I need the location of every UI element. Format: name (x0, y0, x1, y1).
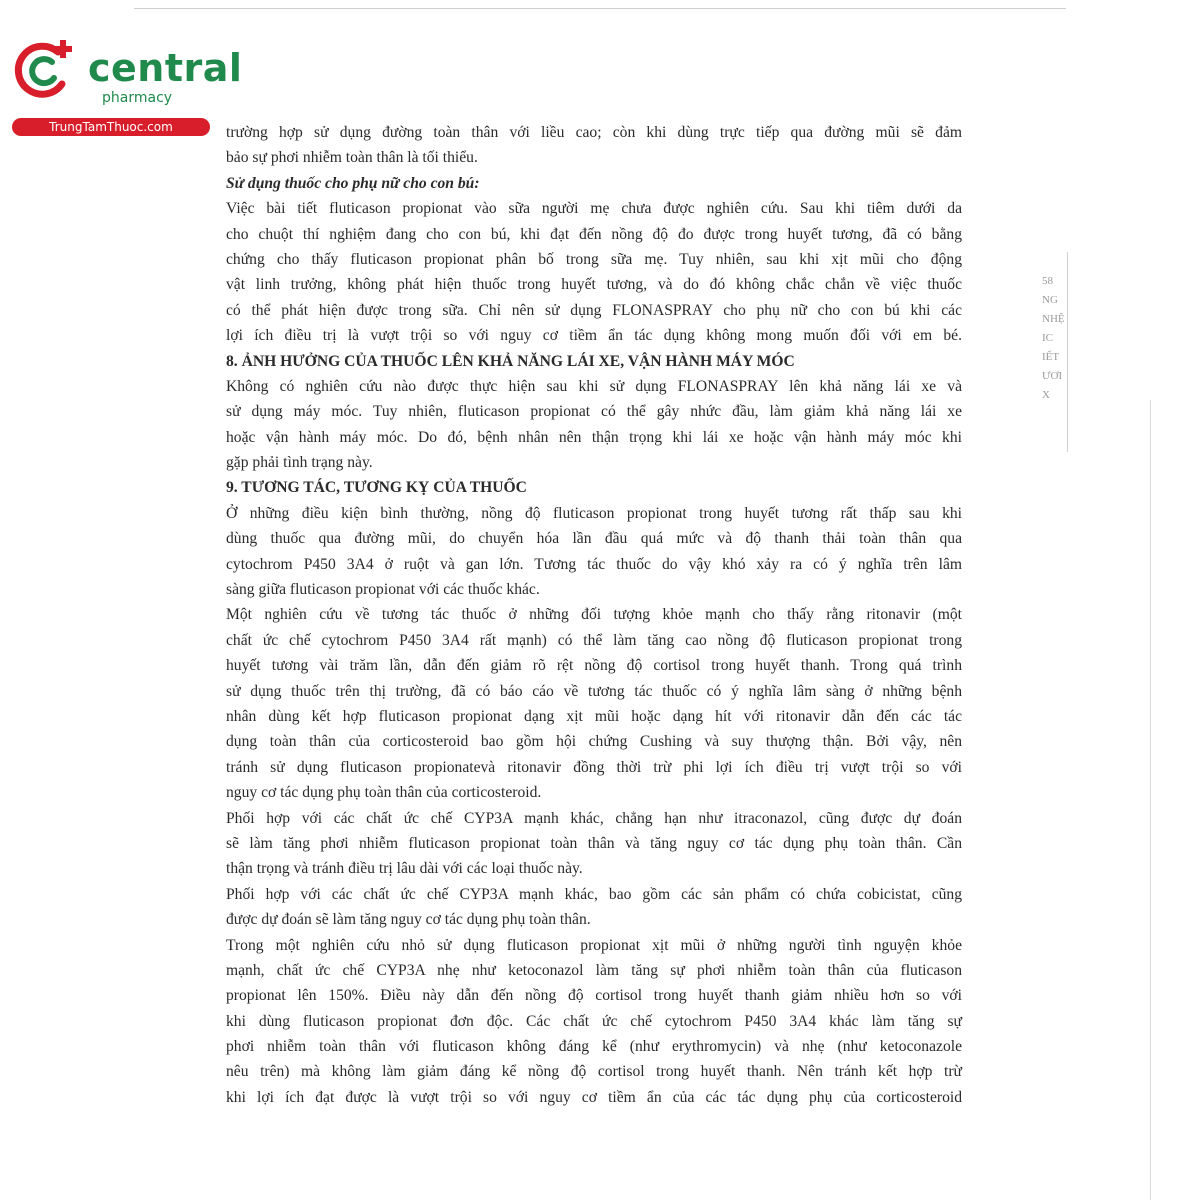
edge-fragment-text: IC (1042, 332, 1053, 344)
text-line: lợi ích điều trị là vượt trội so với nguy cơ tiềm ẩn tác dụng không mong muốn đối với em bé. (226, 327, 962, 345)
text-line: mạnh, chất ức chế CYP3A nhẹ như ketoconazol làm tăng sự phơi nhiễm toàn thân của fluticason (226, 961, 962, 979)
text-line: phơi nhiễm toàn thân với fluticason không đáng kể (như erythromycin) và nhẹ (như ketoconazole (226, 1038, 962, 1056)
top-scan-edge (134, 8, 1066, 9)
text-line: có thể phát hiện được trong sữa. Chỉ nên sử dụng FLONASPRAY cho phụ nữ cho con bú khi các (226, 301, 962, 319)
adjacent-page-fragment (1042, 272, 1068, 405)
logo-brand-text: central (88, 46, 243, 90)
edge-fragment-text: X (1042, 389, 1050, 401)
text-line: huyết tương vài trăm lần, dẫn đến giảm rõ rệt nồng độ cortisol trong huyết thanh. Trong quá trình (226, 657, 962, 675)
text-line: Trong một nghiên cứu nhỏ sử dụng fluticason propionat xịt mũi ở những người tình nguyện khỏe (226, 936, 962, 954)
text-line: propionat lên 150%. Điều này dẫn đến nồng độ cortisol trong huyết thanh giảm nhiều hơn so với (226, 987, 962, 1005)
central-pharmacy-logo (12, 38, 243, 138)
pharmacy-logo-icon (12, 38, 76, 102)
text-line: thận trọng và tránh điều trị lâu dài với các loại thuốc này. (226, 860, 583, 878)
text-line: sẽ làm tăng phơi nhiễm fluticason propionat toàn thân và tăng nguy cơ tác dụng phụ toàn thân. Cần (226, 834, 962, 852)
text-line: gặp phải tình trạng này. (226, 454, 373, 472)
document-body (226, 120, 962, 1110)
text-line: Không có nghiên cứu nào được thực hiện sau khi sử dụng FLONASPRAY lên khả năng lái xe và (226, 377, 962, 395)
text-line: nhân dùng kết hợp fluticason propionat dạng xịt mũi hoặc dạng hít với ritonavir dẫn đến các tác (226, 707, 962, 725)
text-line: sử dụng máy móc. Tuy nhiên, fluticason propionat có thể gây nhức đầu, làm giảm khả năng lái xe (226, 403, 962, 421)
edge-fragment-text: NHỆ (1042, 313, 1065, 325)
text-line: hoặc vận hành máy móc. Do đó, bệnh nhân nên thận trọng khi lái xe hoặc vận hành máy móc khi (226, 428, 962, 446)
text-line: nêu trên) mà không làm giảm đáng kể nồng độ cortisol trong huyết thanh. Nên tránh kết hợp trừ (226, 1063, 962, 1081)
text-line: vật linh trưởng, không phát hiện thuốc trong huyết tương, và do đó không chắc chắn về việc thuốc (226, 276, 962, 294)
text-line: khi lợi ích đạt được là vượt trội so với nguy cơ tiềm ẩn của các tác dụng phụ của corticosteroid (226, 1088, 962, 1106)
text-line: sử dụng thuốc trên thị trường, đã có báo cáo về tương tác thuốc có ý nghĩa lâm sàng ở những bệnh (226, 682, 962, 700)
text-line: Ở những điều kiện bình thường, nồng độ fluticason propionat trong huyết tương rất thấp sau khi (226, 504, 962, 522)
edge-fragment-text: IẾT (1042, 351, 1060, 363)
text-line: được dự đoán sẽ làm tăng nguy cơ tác dụng phụ toàn thân. (226, 911, 591, 929)
text-line: tránh sử dụng fluticason propionatevà ritonavir đồng thời trừ phi lợi ích điều trị vượt trội so với (226, 758, 962, 776)
text-line: Phối hợp với các chất ức chế CYP3A mạnh khác, chẳng hạn như itraconazol, cũng được dự đoán (226, 809, 962, 827)
text-line: cytochrom P450 3A4 ở ruột và gan lớn. Tương tác thuốc do vậy khó xảy ra có ý nghĩa trên lâm (226, 555, 962, 573)
text-line: bảo sự phơi nhiễm toàn thân là tối thiểu. (226, 149, 478, 167)
text-line: khi dùng fluticason propionat đơn độc. Các chất ức chế cytochrom P450 3A4 khác làm tăng sự (226, 1012, 962, 1030)
logo-subtitle: pharmacy (102, 90, 173, 106)
text-line: Phối hợp với các chất ức chế CYP3A mạnh khác, bao gồm các sản phẩm có chứa cobicistat, cũng (226, 885, 962, 903)
text-line: dùng thuốc qua đường mũi, do chuyển hóa lần đầu quá mức và độ thanh thải toàn thân qua (226, 530, 962, 548)
text-line: sàng giữa fluticason propionat với các thuốc khác. (226, 581, 540, 599)
logo-website-banner: TrungTamThuoc.com (12, 118, 210, 136)
text-line: nguy cơ tác dụng phụ toàn thân của corticosteroid. (226, 784, 542, 802)
text-line: chất ức chế cytochrom P450 3A4 rất mạnh) có thể làm tăng cao nồng độ fluticason propionat trong (226, 631, 962, 649)
text-line: trường hợp sử dụng đường toàn thân với liều cao; còn khi dùng trực tiếp qua đường mũi sẽ đảm (226, 124, 962, 141)
text-line: Một nghiên cứu về tương tác thuốc ở những đối tượng khỏe mạnh cho thấy rằng ritonavir (một (226, 606, 962, 624)
edge-fragment-text: NG (1042, 294, 1058, 306)
section-heading: 9. TƯƠNG TÁC, TƯƠNG KỴ CỦA THUỐC (226, 479, 527, 497)
edge-fragment-text: 58 (1042, 275, 1053, 287)
edge-fragment-text: ƯƠI (1042, 370, 1063, 382)
text-line: cho chuột thí nghiệm đang cho con bú, khi đạt đến nồng độ đo được trong huyết tương, đã có bằng (226, 225, 962, 243)
text-line: Việc bài tiết fluticason propionat vào sữa người mẹ chưa được nghiên cứu. Sau khi tiêm dưới da (226, 200, 962, 218)
subsection-heading: Sử dụng thuốc cho phụ nữ cho con bú: (226, 174, 480, 192)
text-line: dụng toàn thân của corticosteroid bao gồm hội chứng Cushing và suy thượng thận. Bởi vậy, nên (226, 733, 962, 751)
section-heading: 8. ẢNH HƯỞNG CỦA THUỐC LÊN KHẢ NĂNG LÁI XE, VẬN HÀNH MÁY MÓC (226, 352, 795, 370)
right-scan-edge (1150, 400, 1151, 1200)
text-line: chứng cho thấy fluticason propionat phân bố trong sữa mẹ. Tuy nhiên, sau khi xịt mũi cho động (226, 250, 962, 268)
